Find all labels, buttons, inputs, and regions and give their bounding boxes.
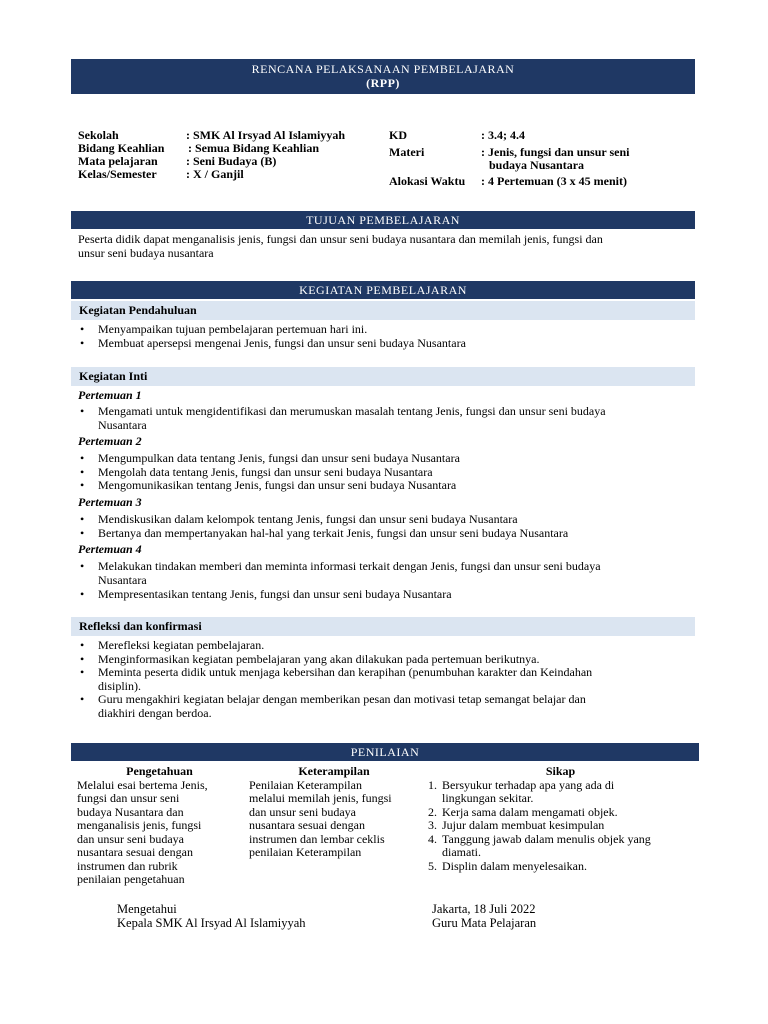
pengetahuan-line: Melalui esai bertema Jenis, xyxy=(77,777,208,792)
list-item-line: diamati. xyxy=(442,845,481,859)
keterampilan-line: Penilaian Keterampilan xyxy=(249,777,362,792)
signature-right-line-2: Guru Mata Pelajaran xyxy=(432,916,537,930)
keterampilan-line: instrumen dan lembar ceklis xyxy=(249,831,385,846)
subject-label: Mata pelajaran xyxy=(78,154,158,168)
pengetahuan-line: nusantara sesuai dengan xyxy=(77,845,193,859)
list-number: 5. xyxy=(428,858,437,873)
list-item-line: • Guru mengakhiri kegiatan belajar dengan memberikan pesan dan motivasi tetap semangat belajar dan xyxy=(98,692,586,706)
pengetahuan-column xyxy=(77,765,242,887)
list-number: 3. xyxy=(428,818,437,832)
pengetahuan-title: Pengetahuan xyxy=(126,764,193,778)
pertemuan-3-title: Pertemuan 3 xyxy=(78,495,142,509)
list-number: 1. xyxy=(428,777,437,792)
sikap-column xyxy=(428,765,693,873)
materi-value-cont: budaya Nusantara xyxy=(489,158,585,172)
tujuan-text xyxy=(78,233,698,260)
pertemuan-2-list xyxy=(78,452,690,493)
list-item xyxy=(428,833,693,860)
materi-label: Materi xyxy=(389,145,425,159)
class-label: Kelas/Semester xyxy=(78,167,157,181)
keterampilan-column xyxy=(249,765,419,860)
list-item xyxy=(428,779,693,806)
tujuan-title: TUJUAN PEMBELAJARAN xyxy=(306,213,460,227)
signature-left xyxy=(117,902,306,930)
keterampilan-line: melalui memilah jenis, fungsi xyxy=(249,791,392,805)
pengetahuan-line: instrumen dan rubrik xyxy=(77,858,178,873)
list-item-line: diakhiri dengan berdoa. xyxy=(98,705,212,720)
list-item: • Membuat apersepsi mengenai Jenis, fungsi dan unsur seni budaya Nusantara xyxy=(78,337,690,351)
field-value: : Semua Bidang Keahlian xyxy=(188,141,320,155)
list-number: 4. xyxy=(428,831,437,846)
list-item-line: Kerja sama dalam mengamati objek. xyxy=(442,804,618,819)
pengetahuan-line: budaya Nusantara dan xyxy=(77,804,184,819)
refleksi-title: Refleksi dan konfirmasi xyxy=(79,619,202,633)
pendahuluan-list xyxy=(78,323,690,350)
pengetahuan-line: penilaian pengetahuan xyxy=(77,872,185,886)
subject-value: : Seni Budaya (B) xyxy=(186,154,277,168)
list-item-line: Displin dalam menyelesaikan. xyxy=(442,858,587,873)
inti-title: Kegiatan Inti xyxy=(79,369,148,383)
sikap-list xyxy=(428,779,693,874)
refleksi-list xyxy=(78,639,690,720)
list-item xyxy=(428,860,693,874)
time-value: : 4 Pertemuan (3 x 45 menit) xyxy=(481,174,627,188)
tujuan-banner xyxy=(71,211,695,229)
kegiatan-banner xyxy=(71,281,695,299)
pengetahuan-line: menganalisis jenis, fungsi xyxy=(77,818,202,832)
pendahuluan-title: Kegiatan Pendahuluan xyxy=(79,303,197,317)
list-item-line: • Meminta peserta didik untuk menjaga kebersihan dan kerapihan (penumbuhan karakter dan Keindahan xyxy=(98,665,593,679)
refleksi-header xyxy=(71,617,695,636)
inti-header xyxy=(71,367,695,386)
list-item: • Mendiskusikan dalam kelompok tentang Jenis, fungsi dan unsur seni budaya Nusantara xyxy=(78,513,690,527)
list-item-line: • Mengamati untuk mengidentifikasi dan merumuskan masalah tentang Jenis, fungsi dan unsur seni budaya xyxy=(98,404,606,418)
list-item-line: disiplin). xyxy=(98,678,142,693)
signature-left-line-1: Mengetahui xyxy=(117,902,177,916)
list-item: • Mengumpulkan data tentang Jenis, fungsi dan unsur seni budaya Nusantara xyxy=(78,452,690,466)
list-item-line: • Melakukan tindakan memberi dan meminta informasi terkait dengan Jenis, fungsi dan unsur seni budaya xyxy=(98,559,601,573)
school-label: Sekolah xyxy=(78,128,119,142)
pertemuan-4-title: Pertemuan 4 xyxy=(78,542,142,556)
list-item xyxy=(428,819,693,833)
list-item-line: Tanggung jawab dalam menulis objek yang xyxy=(442,831,651,846)
list-item-line: Nusantara xyxy=(98,572,147,587)
sikap-title: Sikap xyxy=(545,764,576,778)
keterampilan-line: nusantara sesuai dengan xyxy=(249,818,365,832)
list-item-line: Bersyukur terhadap apa yang ada di xyxy=(442,777,615,792)
kd-label: KD xyxy=(389,128,407,142)
penilaian-banner xyxy=(71,743,699,761)
school-value: : SMK Al Irsyad Al Islamiyyah xyxy=(186,128,346,142)
penilaian-title: PENILAIAN xyxy=(350,745,420,759)
pengetahuan-line: fungsi dan unsur seni xyxy=(77,791,180,805)
class-value: : X / Ganjil xyxy=(186,167,244,181)
document-subtitle: (RPP) xyxy=(366,76,400,90)
list-item xyxy=(78,560,690,587)
list-item xyxy=(78,405,690,432)
pendahuluan-header xyxy=(71,301,695,320)
materi-value: : Jenis, fungsi dan unsur seni xyxy=(481,145,630,159)
tujuan-line-2: unsur seni budaya nusantara xyxy=(78,245,214,260)
list-item-line: Nusantara xyxy=(98,417,147,432)
list-item-line: lingkungan sekitar. xyxy=(442,791,534,805)
header-banner xyxy=(71,59,695,94)
pertemuan-2-title: Pertemuan 2 xyxy=(78,434,142,448)
signature-right-line-1: Jakarta, 18 Juli 2022 xyxy=(432,902,536,916)
time-label: Alokasi Waktu xyxy=(389,174,466,188)
list-item: • Menyampaikan tujuan pembelajaran pertemuan hari ini. xyxy=(78,323,690,337)
document-title: RENCANA PELAKSANAAN PEMBELAJARAN xyxy=(251,62,515,76)
list-item: • Mengomunikasikan tentang Jenis, fungsi dan unsur seni budaya Nusantara xyxy=(78,479,690,493)
list-number: 2. xyxy=(428,804,437,819)
list-item: • Merefleksi kegiatan pembelajaran. xyxy=(78,639,690,653)
pertemuan-1-list xyxy=(78,405,690,432)
list-item: • Bertanya dan mempertanyakan hal-hal yang terkait Jenis, fungsi dan unsur seni budaya Nusantara xyxy=(78,527,690,541)
list-item xyxy=(78,666,690,693)
tujuan-line-1: Peserta didik dapat menganalisis jenis, fungsi dan unsur seni budaya nusantara dan memilah jenis, fungsi dan xyxy=(78,232,603,246)
signature-right xyxy=(432,902,536,930)
list-item-line: Jujur dalam membuat kesimpulan xyxy=(442,818,605,832)
pertemuan-1-title: Pertemuan 1 xyxy=(78,388,142,402)
pertemuan-4-list xyxy=(78,560,690,602)
pengetahuan-line: dan unsur seni budaya xyxy=(77,831,184,846)
list-item xyxy=(428,806,693,820)
kegiatan-title: KEGIATAN PEMBELAJARAN xyxy=(299,283,467,297)
list-item: • Mengolah data tentang Jenis, fungsi dan unsur seni budaya Nusantara xyxy=(78,466,690,480)
keterampilan-line: dan unsur seni budaya xyxy=(249,804,356,819)
keterampilan-line: penilaian Keterampilan xyxy=(249,845,362,859)
pertemuan-3-list xyxy=(78,513,690,540)
list-item: • Menginformasikan kegiatan pembelajaran yang akan dilakukan pada pertemuan berikutnya. xyxy=(78,653,690,667)
field-label: Bidang Keahlian xyxy=(78,141,165,155)
list-item: • Mempresentasikan tentang Jenis, fungsi dan unsur seni budaya Nusantara xyxy=(78,588,690,602)
kd-value: : 3.4; 4.4 xyxy=(481,128,525,142)
keterampilan-title: Keterampilan xyxy=(298,764,370,778)
list-item xyxy=(78,693,690,720)
signature-left-line-2: Kepala SMK Al Irsyad Al Islamiyyah xyxy=(117,916,306,930)
